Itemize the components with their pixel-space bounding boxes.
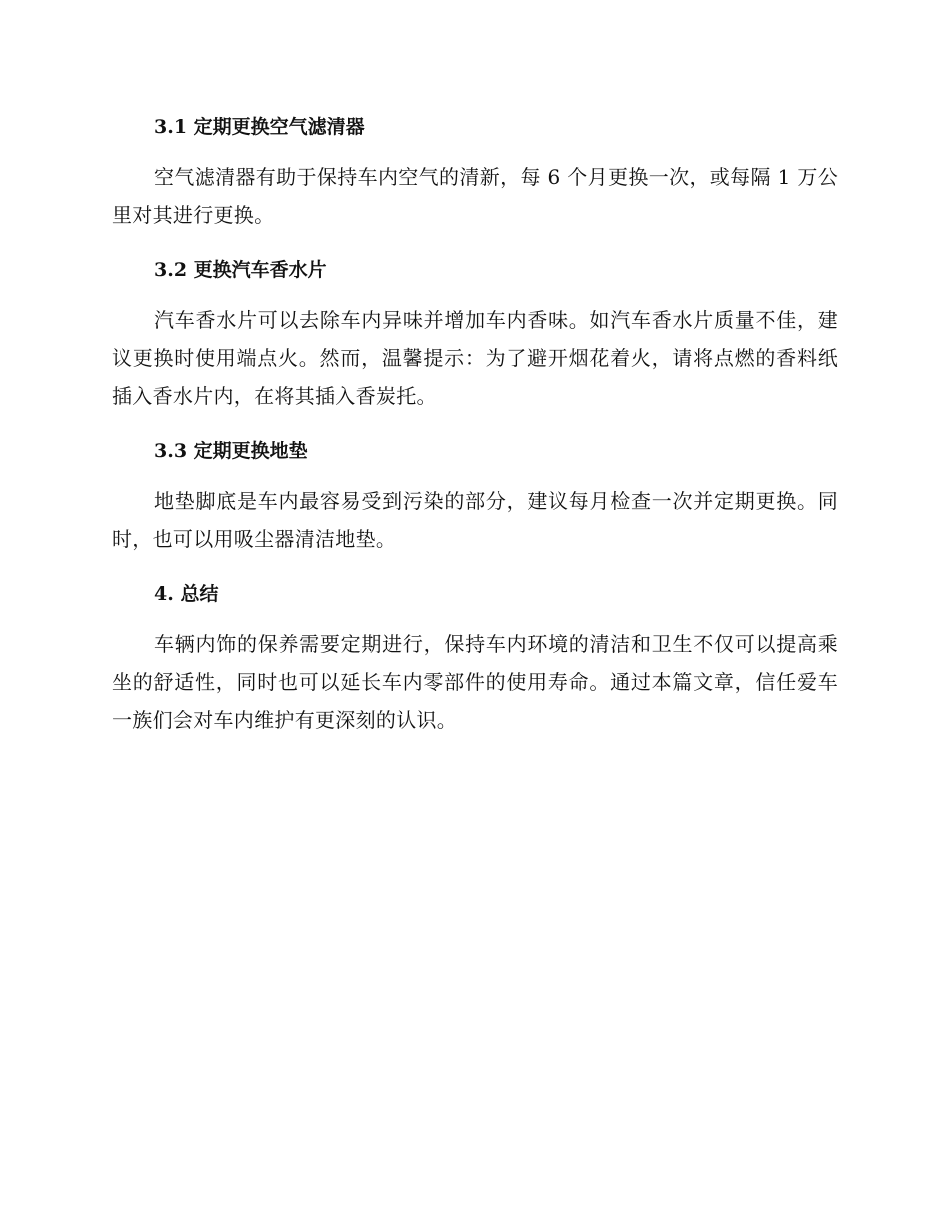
section-heading-car-perfume: 3.2 更换汽车香水片 (154, 259, 327, 281)
section-body-air-filter: 空气滤清器有助于保持车内空气的清新，每 6 个月更换一次，或每隔 1 万公里对其进行更换。 (112, 165, 838, 227)
section-body-summary: 车辆内饰的保养需要定期进行，保持车内环境的清洁和卫生不仅可以提高乘坐的舒适性，同时也可以延长车内零部件的使用寿命。通过本篇文章，信任爱车一族们会对车内维护有更深刻的认识。 (112, 632, 838, 732)
section-body-floor-mats: 地垫脚底是车内最容易受到污染的部分，建议每月检查一次并定期更换。同时，也可以用吸尘器清洁地垫。 (112, 489, 838, 551)
section-heading-floor-mats: 3.3 定期更换地垫 (154, 440, 308, 462)
section-body-car-perfume: 汽车香水片可以去除车内异味并增加车内香味。如汽车香水片质量不佳，建议更换时使用端点火。然而，温馨提示：为了避开烟花着火，请将点燃的香料纸插入香水片内，在将其插入香炭托。 (112, 308, 838, 408)
section-heading-air-filter: 3.1 定期更换空气滤清器 (154, 116, 365, 138)
section-heading-summary: 4. 总结 (154, 583, 219, 605)
